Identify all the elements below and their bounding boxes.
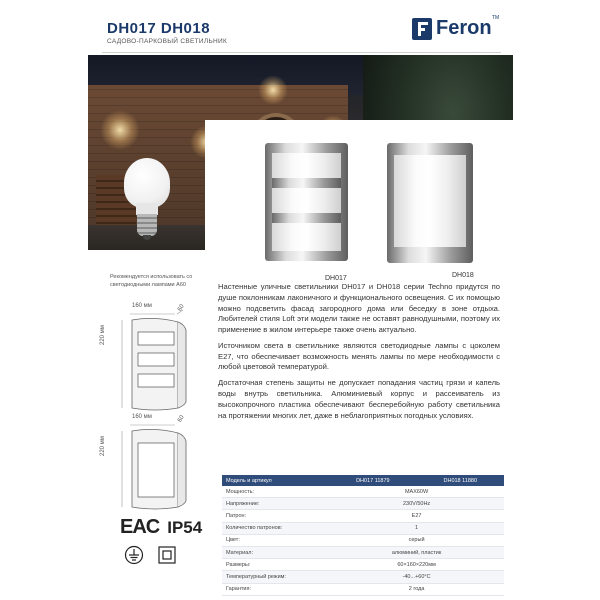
spec-label: Патрон:	[222, 510, 329, 522]
spec-value: 2 года	[329, 583, 504, 595]
spec-value: MAX60W	[329, 486, 504, 498]
spec-value: 1	[329, 522, 504, 534]
product-description	[218, 282, 500, 426]
drawing-height-label: 220 мм	[100, 436, 106, 456]
spec-label: Температурный режим:	[222, 571, 329, 583]
specifications-table	[222, 475, 504, 596]
table-row	[222, 534, 504, 546]
table-row	[222, 546, 504, 558]
dh018-technical-drawing	[110, 421, 210, 511]
description-paragraph: Источником света в светильнике являются светодиодные лампы с цоколем Е27, что обеспечивает возможность менять лампы по мере необходимости с любой цветовой температурой.	[218, 340, 500, 372]
eac-mark: EAC	[120, 516, 160, 538]
ip-rating: IP54	[167, 517, 203, 537]
drawing-depth-label: 60	[177, 414, 186, 424]
spec-value: серый	[329, 534, 504, 546]
led-bulb-a60	[124, 158, 170, 248]
certifications	[120, 516, 202, 539]
table-row	[222, 486, 504, 498]
dh017-lamp	[265, 143, 348, 261]
spec-label: Гарантия:	[222, 583, 329, 595]
spec-value: алюминий, пластик	[329, 546, 504, 558]
table-row	[222, 559, 504, 571]
drawing-depth-label: 60	[177, 303, 186, 313]
table-header-dh017: DH017 11879	[329, 475, 416, 486]
table-row	[222, 510, 504, 522]
description-paragraph: Настенные уличные светильники DH017 и DH018 серии Techno придутся по душе поклонникам лаконичного и функционального освещения. С их помощью можно подсветить фасад загородного дома или беседку в зоне отдыха. Любителей стиля Loft эти модели также не оставят равнодушными, поэтому их применение в жилом интерьере также очень актуально.	[218, 282, 500, 335]
wall-light-glow	[258, 75, 288, 105]
spec-label: Размеры:	[222, 559, 329, 571]
table-row	[222, 498, 504, 510]
table-row	[222, 583, 504, 595]
document-title: DH017 DH018	[107, 20, 211, 37]
table-header-dh018: DH018 11880	[417, 475, 504, 486]
table-header-model: Модель и артикул	[222, 475, 329, 486]
class-ii-icon	[157, 545, 177, 565]
spec-label: Мощность:	[222, 486, 329, 498]
spec-label: Цвет:	[222, 534, 329, 546]
table-body	[222, 486, 504, 595]
spec-value: -40...+60°C	[329, 571, 504, 583]
header-divider	[102, 52, 501, 53]
spec-value: 60×160×220мм	[329, 559, 504, 571]
spec-label: Материал:	[222, 546, 329, 558]
table-header-row	[222, 475, 504, 486]
document-subtitle: САДОВО-ПАРКОВЫЙ СВЕТИЛЬНИК	[107, 38, 228, 45]
trademark-mark: TM	[492, 15, 500, 21]
spec-label: Напряжение:	[222, 498, 329, 510]
table-row	[222, 571, 504, 583]
drawing-height-label: 220 мм	[100, 325, 106, 345]
bulb-recommendation: Рекомендуется использовать со светодиодными лампами А60	[110, 274, 193, 288]
description-paragraph: Достаточная степень защиты не допускает попадания частиц грязи и капель воды внутрь светильника. Алюминиевый корпус и рассеиватель из высокопрочного пластика обеспечивают бесперебойную работу светильника на протяжении многих лет, даже в неблагоприятных погодных условиях.	[218, 378, 500, 420]
spec-value: E27	[329, 510, 504, 522]
feron-logo	[412, 17, 492, 40]
drawing-width-label: 160 мм	[132, 303, 152, 309]
wall-light-glow	[100, 110, 140, 150]
table-row	[222, 522, 504, 534]
dh018-lamp	[387, 143, 473, 263]
dh017-label: DH017	[325, 275, 347, 282]
ground-icon	[124, 545, 144, 565]
dh018-label: DH018	[452, 272, 474, 279]
feron-logo-icon	[412, 18, 432, 40]
drawing-width-label: 160 мм	[132, 414, 152, 420]
spec-value: 230V/50Hz	[329, 498, 504, 510]
brand-name: Feron	[436, 17, 492, 39]
dh017-technical-drawing	[110, 310, 210, 415]
spec-label: Количество патронов:	[222, 522, 329, 534]
